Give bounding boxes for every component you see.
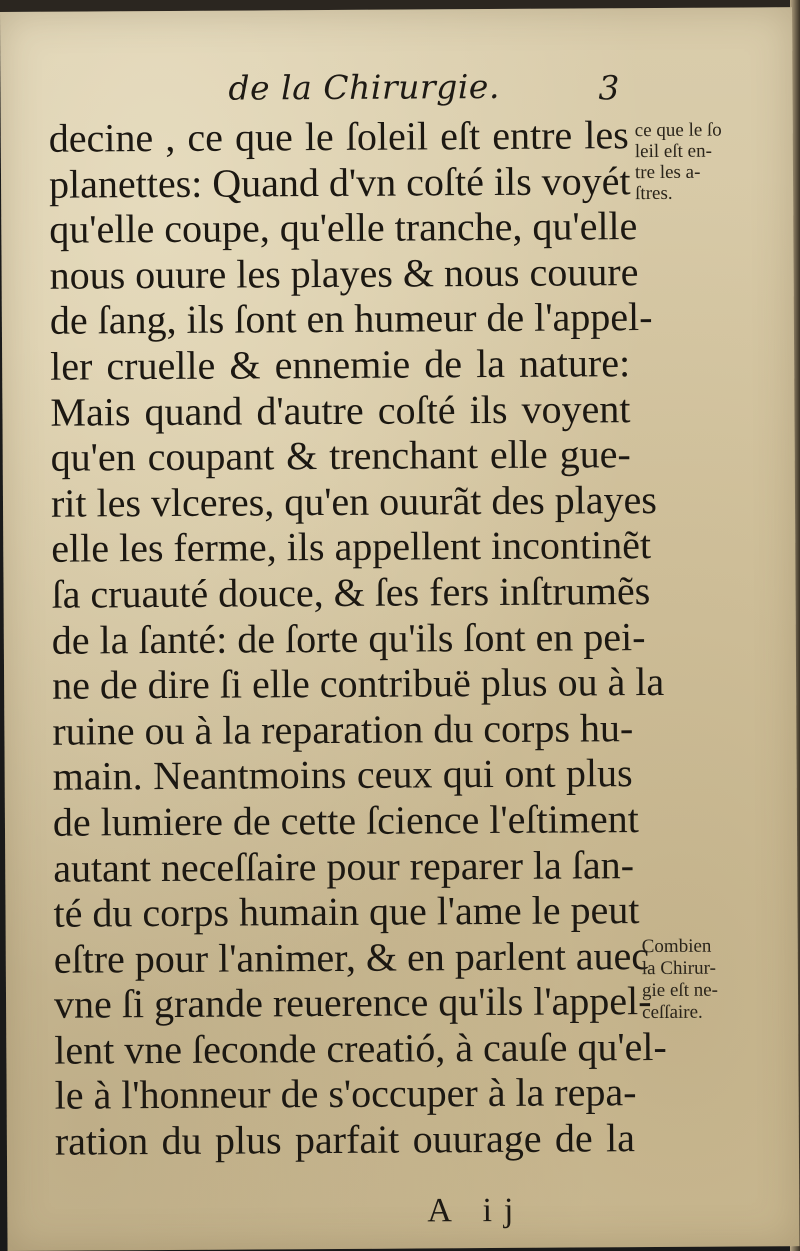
text-line: ſa cruauté douce, & ſes fers inſtrumẽs <box>51 567 651 617</box>
text-line: qu'elle coupe, qu'elle tranche, qu'elle <box>49 203 638 252</box>
body-text-block <box>48 112 667 1164</box>
text-line: vne ſi grande reuerence qu'ils l'appel- <box>53 978 652 1027</box>
marginal-line: gie eſt ne- <box>641 979 719 1002</box>
text-line: le à l'honneur de s'occuper à la repa- <box>54 1069 637 1119</box>
text-line: main. Neantmoins ceux qui ont plus <box>52 750 633 800</box>
text-line: de ſang, ils ſont en humeur de l'appel- <box>49 294 653 344</box>
text-line: nous ouure les playes & nous couure <box>49 248 639 298</box>
running-title: de la Chirurgie. <box>228 66 501 108</box>
marginal-line: ceſſaire. <box>642 1001 703 1024</box>
text-line: elle les ferme, ils appellent incontinẽt <box>51 522 652 572</box>
marginal-note-surgery <box>642 936 719 1024</box>
text-line: ruine ou à la reparation du corps hu- <box>52 704 634 754</box>
text-line: eſtre pour l'animer, & en parlent auec <box>53 932 650 982</box>
text-line: de la ſanté: de ſorte qu'ils ſont en pei- <box>51 613 646 663</box>
text-line: té du corps humain que l'ame le peut <box>53 887 640 936</box>
text-line: rit les vlceres, qu'en ouurãt des playes <box>50 476 658 526</box>
marginal-line: tre les a- <box>634 161 701 184</box>
marginal-line: Combien <box>641 935 712 958</box>
text-line: planettes: Quand d'vn coſté ils voyét <box>48 157 631 207</box>
text-line: Mais quand d'autre coſté ils voyent <box>50 385 631 435</box>
running-head <box>0 65 792 120</box>
signature-mark: A ij <box>427 1191 526 1230</box>
marginal-line: leil eſt en- <box>634 140 712 163</box>
text-line: autant neceſſaire pour reparer la ſan- <box>53 841 635 891</box>
text-line: lent vne ſeconde creatió, à cauſe qu'el- <box>54 1023 667 1073</box>
text-line: ler cruelle & ennemie de la nature: <box>50 340 631 389</box>
marginal-line: la Chirur- <box>641 957 716 980</box>
text-line: qu'en coupant & trenchant elle gue- <box>50 431 631 480</box>
text-line: de lumiere de cette ſcience l'eſtiment <box>52 796 639 845</box>
marginal-line: ce que le ſo <box>634 119 722 142</box>
marginal-line: ſtres. <box>635 182 673 205</box>
text-line: ration du plus parfait ouurage de la <box>54 1115 636 1164</box>
page-number: 3 <box>598 68 620 108</box>
text-line: decine , ce que le ſoleil eſt entre les <box>48 112 629 161</box>
paper-leaf <box>0 7 800 1251</box>
text-line: ne de dire ſi elle contribuë plus ou à la <box>51 659 665 708</box>
marginal-note-sun <box>635 120 723 205</box>
